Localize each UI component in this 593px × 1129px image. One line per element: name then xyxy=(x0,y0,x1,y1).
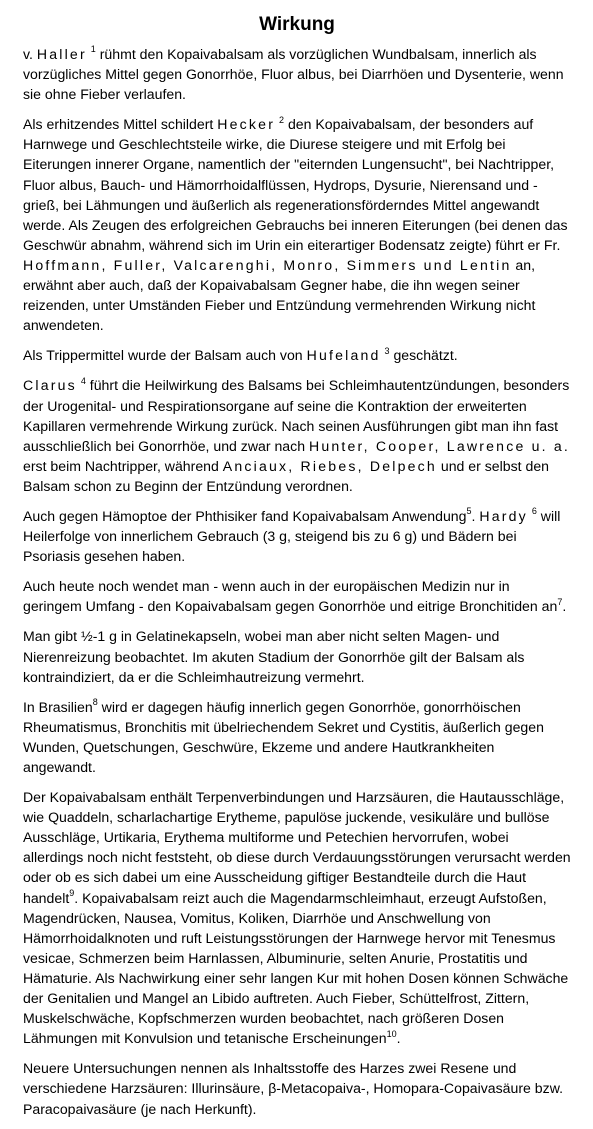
paragraph xyxy=(23,44,571,104)
paragraph xyxy=(23,375,571,496)
paragraph xyxy=(23,506,571,566)
footnote-ref: 10 xyxy=(386,1028,397,1039)
author-name: Clarus xyxy=(23,377,77,394)
paragraph xyxy=(23,1058,571,1118)
text-run: wird er dagegen häufig innerlich gegen Gonorrhöe, gonorrhöischen Rheumatismus, Bronchitis mit übelriechendem Sekret und Cystitis, äußerlich gegen Wunden, Quetschungen, Geschwüre, Ekzeme und andere Hautkrankheiten angewandt. xyxy=(23,698,544,775)
author-name: Hunter, Cooper, Lawrence u. a. xyxy=(308,437,571,454)
document-page xyxy=(23,12,571,1129)
text-run: Der Kopaivabalsam enthält Terpenverbindungen und Harzsäuren, die Hautausschläge, wie Quaddeln, scharlachartige Erytheme, papulöse juckende, vesikuläre und bullöse Ausschläge, Urtikaria, Erythema multiforme und Petechien hervorrufen, wobei allerdings noch nicht feststeht, ob diese durch Verdauungsstörungen verursacht werden oder ob es sich dabei um eine Ausscheidung giftiger Bestandteile durch die Haut handelt xyxy=(23,789,571,906)
text-run: Neuere Untersuchungen nennen als Inhaltsstoffe des Harzes zwei Resene und verschiedene Harzsäuren: Illurinsäure, β-Metacopaiva-, Homopara-Copaivasäure bzw. Paracopaivasäure (je nach Herkunft). xyxy=(23,1060,564,1117)
text-run: erst beim Nachtripper, während xyxy=(23,457,223,474)
text-run: Auch gegen Hämoptoe der Phthisiker fand Kopaivabalsam Anwendung xyxy=(23,507,467,524)
paragraph xyxy=(23,114,571,335)
footnote-ref: 8 xyxy=(92,697,98,708)
author-name: Hufeland xyxy=(306,347,381,364)
paragraph xyxy=(23,576,571,616)
paragraph xyxy=(23,345,571,365)
author-name: Hardy xyxy=(479,507,528,524)
text-run: v. xyxy=(23,46,37,62)
footnote-ref: 1 xyxy=(90,44,96,55)
footnote-ref: 2 xyxy=(279,114,285,125)
footnote-ref: 4 xyxy=(80,375,86,386)
text-run xyxy=(381,347,385,363)
author-name: Anciaux, Riebes, Delpech xyxy=(222,457,437,474)
author-name: Hecker xyxy=(217,116,276,133)
text-run: Auch heute noch wendet man - wenn auch in der europäischen Medizin nur in geringem Umfang - den Kopaivabalsam gegen Gonorrhöe und eitrige Bronchitiden an xyxy=(23,578,558,615)
text-run: Man gibt ½-1 g in Gelatinekapseln, wobei man aber nicht selten Magen- und Nierenreizung beobachtet. Im akuten Stadium der Gonorrhöe gilt der Balsam als kontraindiziert, da er die Schleimhautreizung vermehrt. xyxy=(23,628,525,685)
text-run: rühmt den Kopaivabalsam als vorzüglichen Wundbalsam, innerlich als vorzügliches Mittel gegen Gonorrhöe, Fluor albus, bei Diarrhöen und Dysenterie, wenn sie ohne Fieber verlaufen. xyxy=(23,46,564,103)
text-run: . xyxy=(396,1030,401,1047)
author-name: Haller xyxy=(36,46,87,62)
text-run: In Brasilien xyxy=(23,698,93,715)
text-run: und er selbst den Balsam schon zu Beginn der Entzündung verordnen. xyxy=(23,457,549,494)
page-title: Wirkung xyxy=(259,14,335,35)
text-run: den Kopaivabalsam, der besonders auf Harnwege und Geschlechtsteile wirke, die Diurese steigere und mit Erfolg bei Eiterungen innerer Organe, namentlich der "eiternden Lungensucht", bei Nachtripper, Fluor albus, Bauch- und Hämorrhoidalflüssen, Hydrops, Dysurie, Nierensand und -grieß, bei Lähmungen und äußerlich als regenerationsförderndes Mittel angewandt werde. Als Zeugen des erfolgreichen Gebrauchs bei inneren Eiterungen (bei denen das Geschwür abnahm, während sich im Urin ein eiterartiger Bodensatz zeigte) führt er Fr. xyxy=(23,116,568,253)
text-run: an, erwähnt aber auch, daß der Kopaivabalsam Gegner habe, die ihn wegen seiner reizenden, unter Umständen Fieber und Entzündung vermehrenden Wirkung nicht anwendeten. xyxy=(23,256,536,334)
text-run: Als Trippermittel wurde der Balsam auch von xyxy=(23,347,307,364)
text-run: Als erhitzendes Mittel schildert xyxy=(23,116,218,133)
text-run: . xyxy=(562,598,567,615)
text-run: will Heilerfolge von innerlichem Gebrauch (3 g, steigend bis zu 6 g) und Bädern bei Psoriasis gesehen haben. xyxy=(23,507,561,565)
text-run: . Kopaivabalsam reizt auch die Magendarmschleimhaut, erzeugt Aufstoßen, Magendrücken, Nausea, Vomitus, Koliken, Diarrhöe und Anschwellung von Hämorrhoidalknoten und ruft Leistungsstörungen der Harnwege hervor mit Tenesmus vesicae, Schmerzen beim Harnlassen, Albuminurie, selten Anurie, Prostatitis und Hämaturie. Als Nachwirkung einer sehr langen Kur mit hohen Dosen können Schwäche der Genitalien und Mangel an Libido auftreten. Auch Fieber, Schüttelfrost, Zittern, Muskelschwäche, Kopfschmerzen wurden beobachtet, nach größeren Dosen Lähmungen mit Konvulsion und tetanische Erscheinungen xyxy=(23,889,569,1047)
author-name: Hoffmann, Fuller, Valcarenghi, Monro, Simmers und Lentin xyxy=(23,256,512,273)
document-body xyxy=(23,44,571,1119)
footnote-ref: 3 xyxy=(384,345,390,356)
footnote-ref: 9 xyxy=(69,887,75,898)
footnote-ref: 7 xyxy=(557,596,563,607)
text-run: . xyxy=(471,507,480,524)
text-run: geschätzt. xyxy=(389,347,458,364)
paragraph xyxy=(23,787,571,1048)
paragraph xyxy=(23,697,571,777)
text-run: führt die Heilwirkung des Balsams bei Schleimhautentzündungen, besonders der Urogenital- und Respirationsorgane auf seine die Kontraktion der erweiterten Kapillaren vermehrende Wirkung zurück. Nach seinen Ausführungen gibt man ihn fast ausschließlich bei Gonorrhöe, und zwar nach xyxy=(23,377,570,454)
paragraph xyxy=(23,626,571,686)
footnote-ref: 5 xyxy=(466,506,472,517)
footnote-ref: 6 xyxy=(531,506,537,517)
